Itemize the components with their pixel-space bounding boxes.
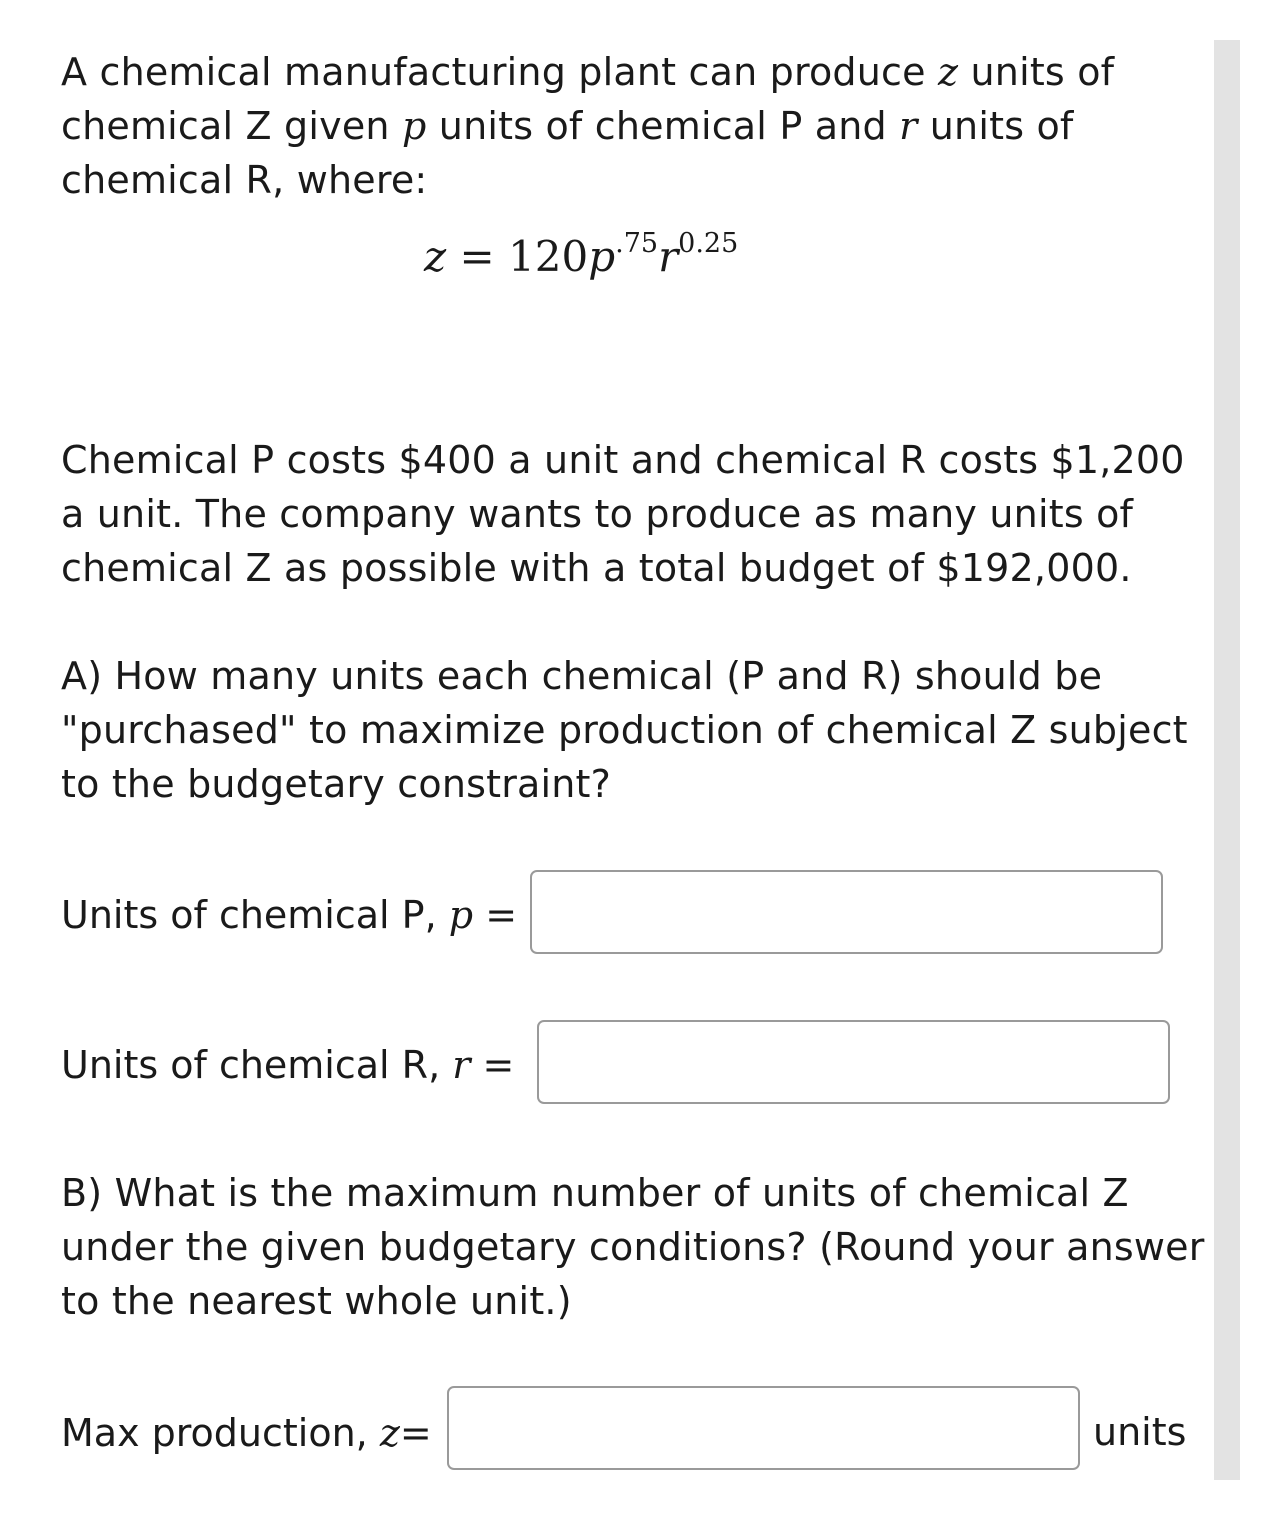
z-equals: =	[399, 1411, 432, 1455]
units-label: units	[1093, 1410, 1187, 1454]
r-equals: =	[482, 1043, 515, 1087]
p-var: p	[448, 893, 474, 937]
equation-coefficient: 120	[508, 232, 589, 281]
equation-exp-r: 0.25	[678, 228, 739, 259]
z-var: z	[379, 1411, 400, 1455]
question-b: B) What is the maximum number of units of chemical Z under the given budgetary conditions? (Round your answer to the nearest whole unit.)	[61, 1171, 1205, 1323]
intro-text-1: A chemical manufacturing plant can produce	[61, 50, 926, 94]
equation-equals: =	[459, 232, 495, 281]
answer-row-r	[61, 1038, 514, 1092]
cost-description: Chemical P costs $400 a unit and chemical R costs $1,200 a unit. The company wants to produce as many units of chemical Z as possible with a total budget of $192,000.	[61, 438, 1185, 590]
max-production-input[interactable]	[447, 1386, 1080, 1470]
units-r-input[interactable]	[537, 1020, 1170, 1104]
page-scrollbar[interactable]	[1214, 40, 1240, 1480]
p-equals: =	[485, 893, 518, 937]
var-p: p	[401, 104, 427, 148]
equation-base-p: p	[588, 232, 616, 281]
production-equation	[424, 228, 739, 281]
r-label: Units of chemical R,	[61, 1043, 441, 1087]
answer-row-p	[61, 888, 517, 942]
p-label: Units of chemical P,	[61, 893, 437, 937]
r-var: r	[452, 1043, 471, 1087]
equation-lhs: z	[424, 232, 447, 281]
units-p-input[interactable]	[530, 870, 1163, 954]
var-z: z	[937, 50, 959, 94]
var-r: r	[899, 104, 918, 148]
intro-text-2: units of chemical Z given	[61, 50, 1115, 148]
question-a: A) How many units each chemical (P and R) should be "purchased" to maximize production of chemical Z subject to the budgetary constraint?	[61, 654, 1188, 806]
answer-row-z	[61, 1406, 432, 1460]
z-label: Max production,	[61, 1411, 368, 1455]
intro-text-4: units of chemical R, where:	[61, 104, 1074, 202]
equation-exp-p: .75	[615, 228, 659, 259]
intro-text-3: units of chemical P and	[438, 104, 887, 148]
equation-base-r: r	[658, 232, 679, 281]
problem-intro	[61, 45, 1181, 207]
